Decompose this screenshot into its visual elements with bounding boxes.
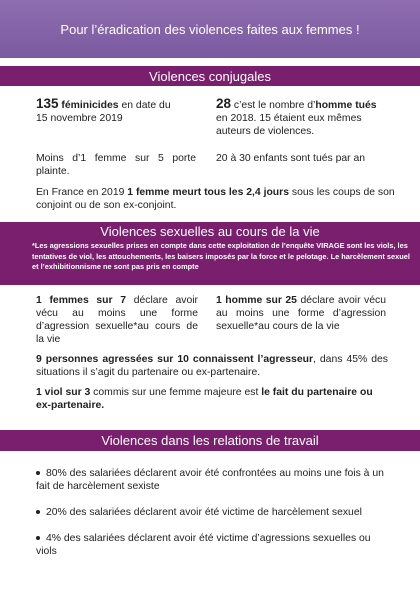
section1-title: Violences conjugales	[149, 68, 271, 84]
stat-viol: 1 viol sur 3 commis sur une femme majeure est le fait du partenaire ou ex-partenaire.	[36, 387, 373, 411]
stat-enfants: 20 à 30 enfants sont tués par an	[216, 153, 366, 164]
section2-note: *Les agressions sexuelles prises en compte dans cette exploitation de l’enquête VIRAGE sont les viols, les tentatives de viol, les attouchements, les baisers imposés par la force et le pelotage. Le harcèlement sexuel et l’exhibitionnisme ne sont pas pris en compte	[0, 241, 420, 285]
page-title: Pour l’éradication des violences faites aux femmes !	[60, 21, 360, 37]
section3-title: Violences dans les relations de travail	[101, 433, 319, 448]
section-title-travail	[0, 430, 420, 451]
stat-frequence: En France en 2019 1 femme meurt tous les 2,4 jours sous les coups de son conjoint ou de son ex-conjoint.	[36, 187, 395, 211]
bullet-icon	[36, 510, 40, 514]
bullet-icon	[36, 536, 40, 540]
list-item: 4% des salariées déclarent avoir été victime d’agressions sexuelles ou viols	[36, 533, 371, 557]
page-header	[0, 0, 420, 58]
list-item: 80% des salariées déclarent avoir été confrontées au moins une fois à un fait de harcèlement sexiste	[36, 468, 384, 492]
section-title-conjugal	[0, 66, 420, 86]
stat-connaissent: 9 personnes agressées sur 10 connaissent l’agresseur, dans 45% des situations il s’agit du partenaire ou ex-partenaire.	[36, 354, 388, 378]
stat-feminicides: 135 féminicides en date du 15 novembre 2019	[36, 96, 171, 124]
stat-hommes-tues: 28 c’est le nombre d’homme tués en 2018. 15 étaient eux mêmes auteurs de violences.	[216, 96, 377, 137]
stat-hommes-agression: 1 homme sur 25 déclare avoir vécu au moins une forme d’agression sexuelle*au cours de la vie	[216, 295, 386, 332]
stat-plainte: Moins d’1 femme sur 5 porte plainte.	[36, 153, 196, 177]
bullet-icon	[36, 471, 40, 475]
stat-femmes-agression: 1 femmes sur 7 déclare avoir vécu au moins une forme d’agression sexuelle*au cours de la vie	[36, 295, 199, 345]
list-item: 20% des salariées déclarent avoir été victime de harcèlement sexuel	[36, 506, 388, 519]
section-title-sexuelles	[0, 222, 420, 241]
section2-title: Violences sexuelles au cours de la vie	[100, 224, 320, 239]
